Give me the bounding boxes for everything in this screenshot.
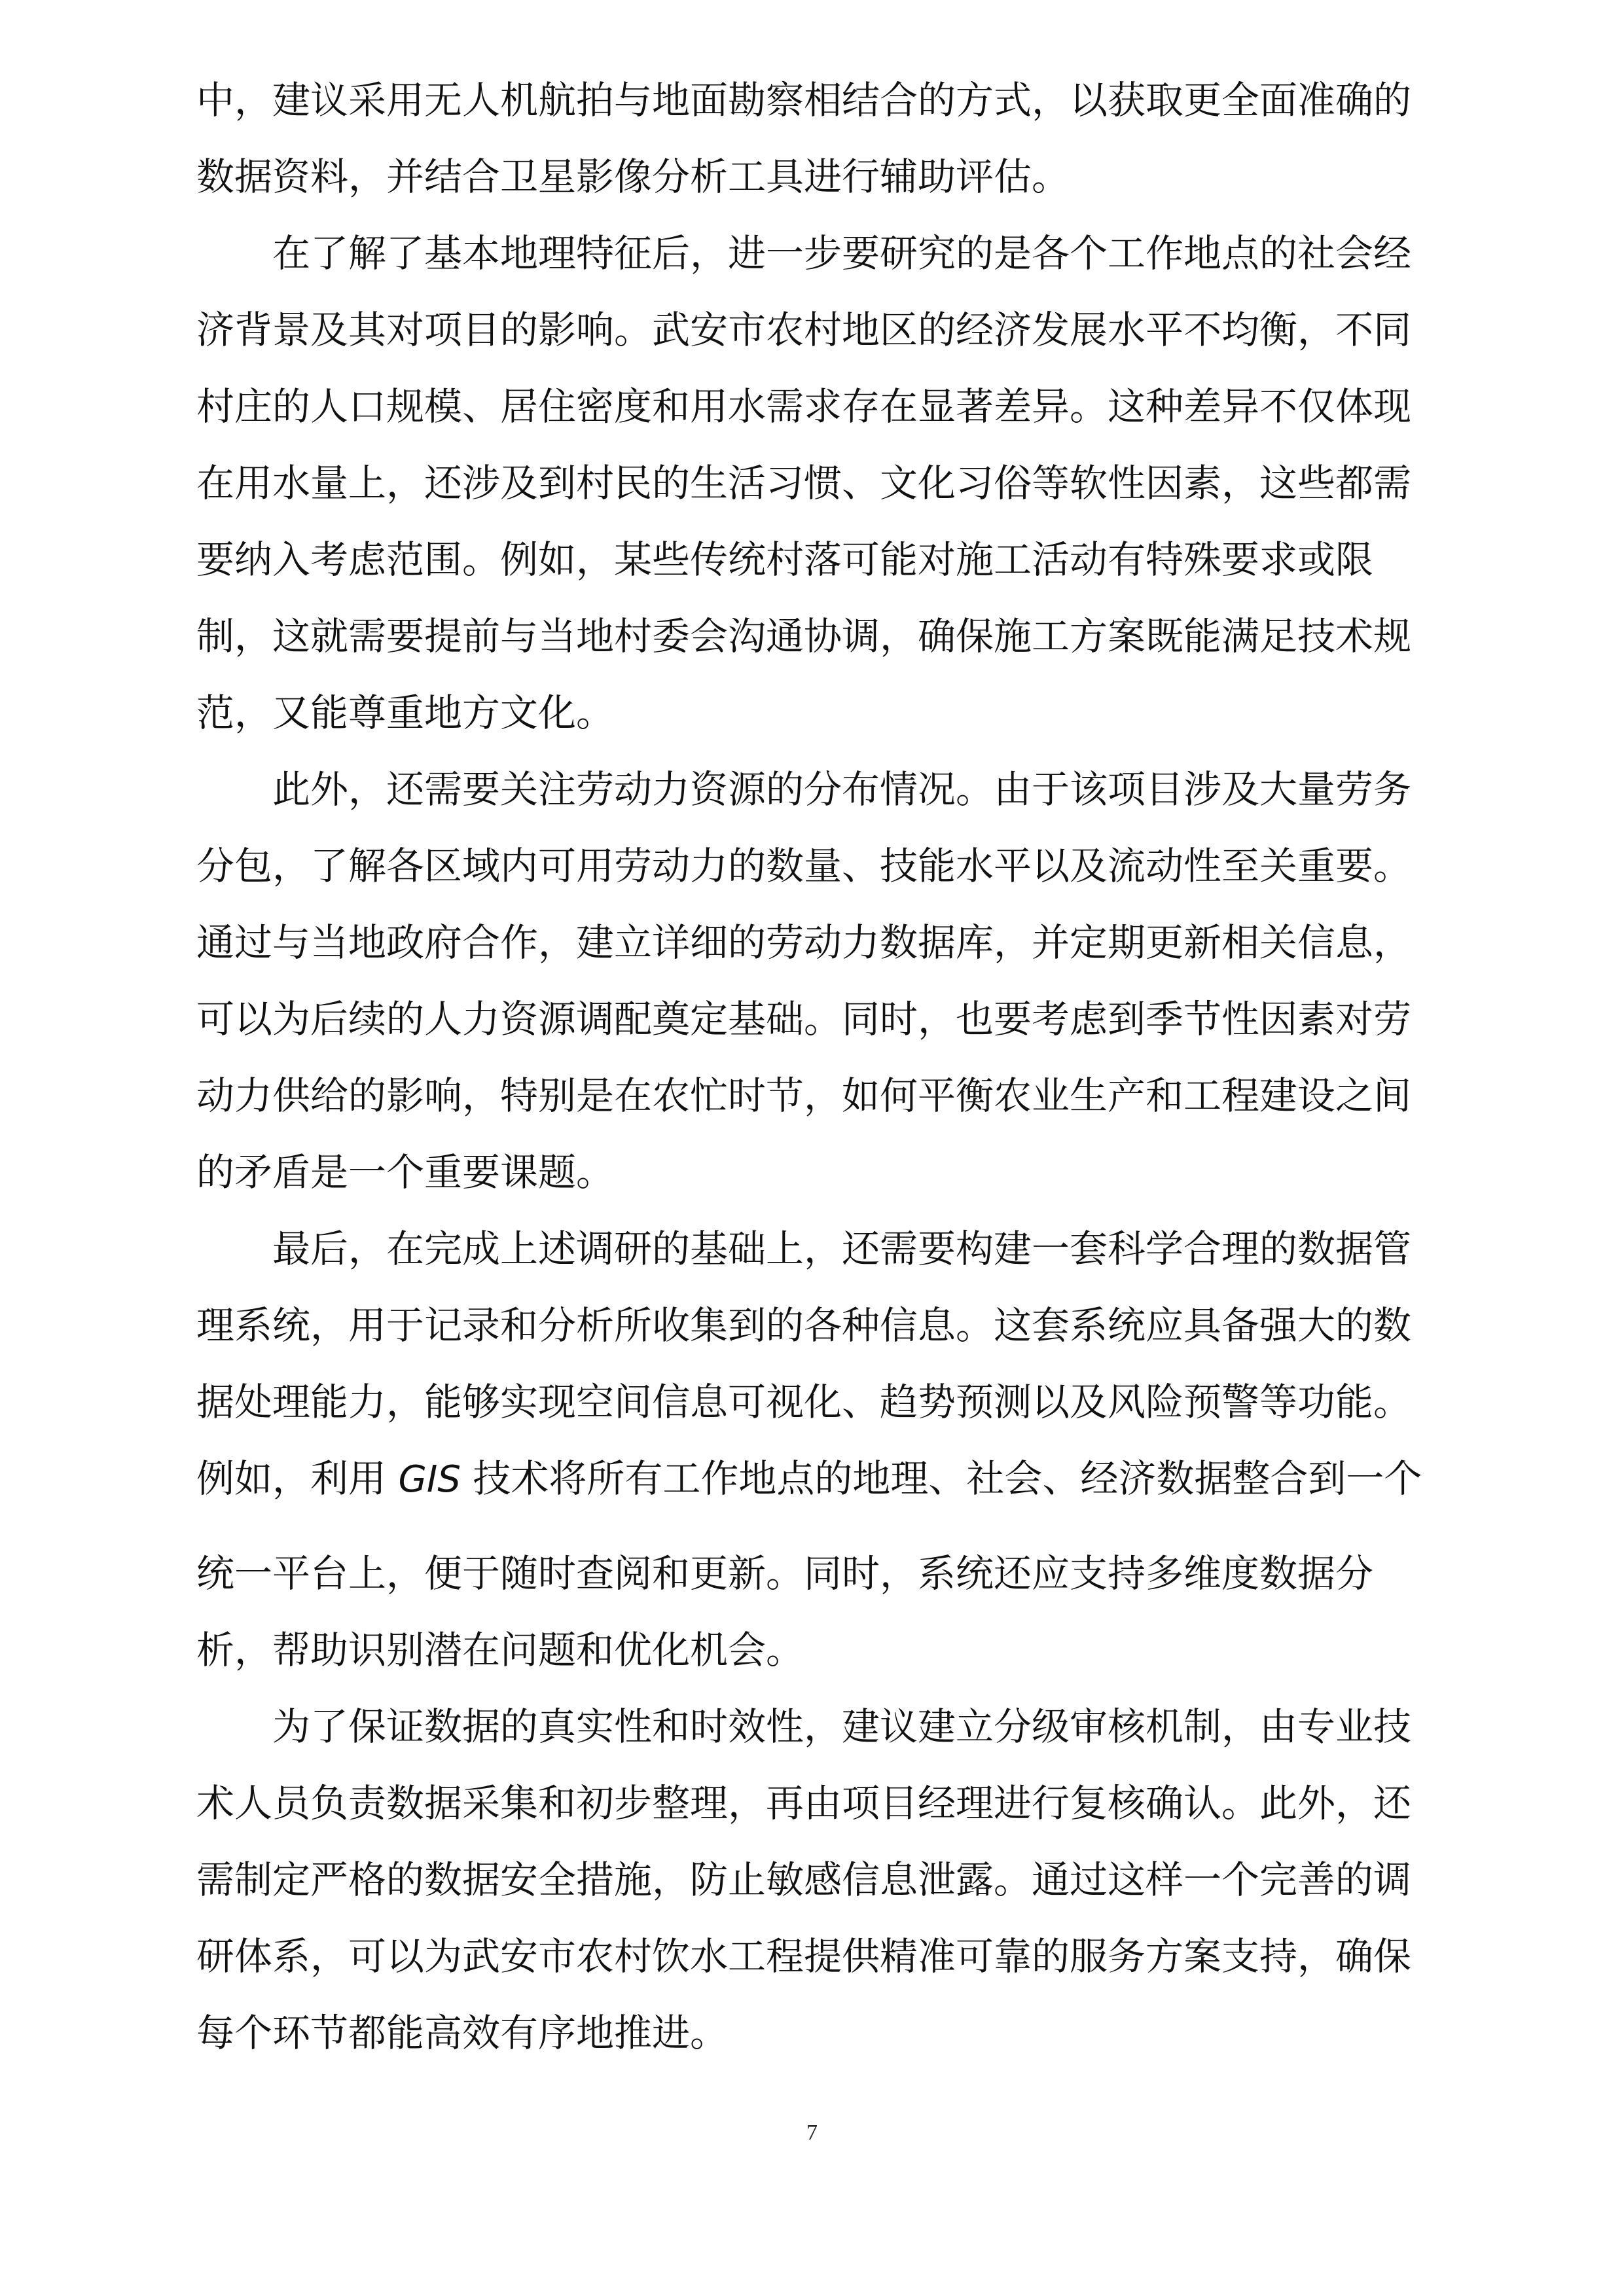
paragraph-4 — [196, 1211, 1440, 1689]
text-line: 通过与当地政府合作，建立详细的劳动力数据库，并定期更新相关信息， — [196, 920, 1412, 965]
text-line: 最后，在完成上述调研的基础上，还需要构建一套科学合理的数据管 — [272, 1227, 1412, 1271]
text-line: 统一平台上，便于随时查阅和更新。同时，系统还应支持多维度数据分 — [196, 1551, 1374, 1596]
gis-line — [196, 1441, 1440, 1517]
text-line: 范，又能尊重地方文化。 — [196, 691, 615, 735]
text-line: 可以为后续的人力资源调配奠定基础。同时，也要考虑到季节性因素对劳 — [196, 997, 1412, 1041]
gis-line-start: 例如，利用 — [196, 1456, 399, 1501]
text-line: 理系统，用于记录和分析所收集到的各种信息。这套系统应具备强大的数 — [196, 1303, 1412, 1348]
text-line: 济背景及其对项目的影响。武安市农村地区的经济发展水平不均衡，不同 — [196, 308, 1412, 352]
text-line: 需制定严格的数据安全措施，防止敏感信息泄露。通过这样一个完善的调 — [196, 1857, 1412, 1902]
paragraph-5 — [196, 1689, 1440, 2072]
text-line: 析，帮助识别潜在问题和优化机会。 — [196, 1628, 804, 1672]
text-line: 要纳入考虑范围。例如，某些传统村落可能对施工活动有特殊要求或限 — [196, 537, 1374, 582]
text-line: 村庄的人口规模、居住密度和用水需求存在显著差异。这种差异不仅体现 — [196, 384, 1412, 429]
text-line: 术人员负责数据采集和初步整理，再由项目经理进行复核确认。此外，还 — [196, 1781, 1412, 1825]
page-number: 7 — [806, 2121, 818, 2145]
text-line: 制，这就需要提前与当地村委会沟通协调，确保施工方案既能满足技术规 — [196, 614, 1412, 658]
text-line: 动力供给的影响，特别是在农忙时节，如何平衡农业生产和工程建设之间 — [196, 1073, 1412, 1118]
text-line: 研体系，可以为武安市农村饮水工程提供精准可靠的服务方案支持，确保 — [196, 1934, 1412, 1979]
text-line: 在用水量上，还涉及到村民的生活习惯、文化习俗等软性因素，这些都需 — [196, 461, 1412, 505]
text-line: 分包，了解各区域内可用劳动力的数量、技能水平以及流动性至关重要。 — [196, 844, 1412, 888]
gis-line-end: 技术将所有工作地点的地理、社会、经济数据整合到一个 — [460, 1456, 1422, 1501]
gis-term: GIS — [398, 1458, 461, 1501]
text-line: 据处理能力，能够实现空间信息可视化、趋势预测以及风险预警等功能。 — [196, 1380, 1412, 1424]
text-line: 每个环节都能高效有序地推进。 — [196, 2011, 729, 2055]
paragraph-3 — [196, 751, 1440, 1211]
text-line: 数据资料，并结合卫星影像分析工具进行辅助评估。 — [196, 154, 1070, 199]
text-line: 中，建议采用无人机航拍与地面勘察相结合的方式，以获取更全面准确的 — [196, 78, 1412, 122]
paragraph-1 — [196, 62, 1440, 215]
text-line: 此外，还需要关注劳动力资源的分布情况。由于该项目涉及大量劳务 — [272, 767, 1412, 812]
paragraph-2 — [196, 215, 1440, 751]
text-line: 在了解了基本地理特征后，进一步要研究的是各个工作地点的社会经 — [272, 231, 1412, 276]
text-line: 为了保证数据的真实性和时效性，建议建立分级审核机制，由专业技 — [272, 1704, 1412, 1749]
body-text — [196, 62, 1440, 2072]
text-line: 的矛盾是一个重要课题。 — [196, 1150, 615, 1194]
